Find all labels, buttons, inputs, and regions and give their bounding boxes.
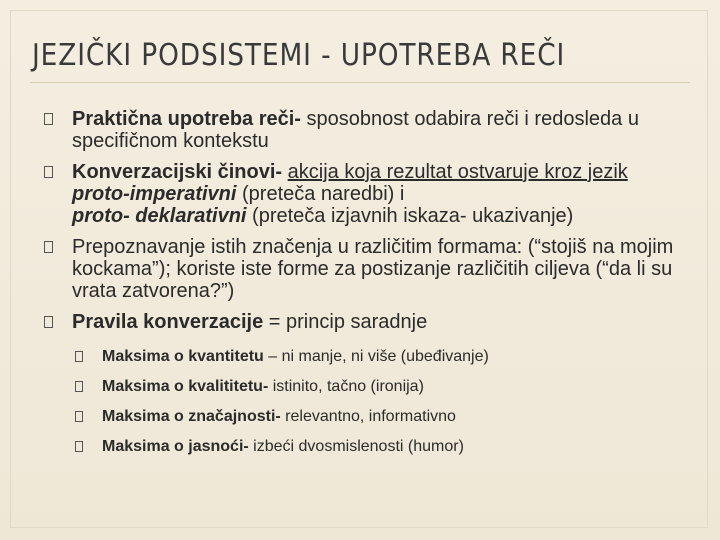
bullet-line <box>72 205 692 227</box>
bullet-text: Prepoznavanje istih značenja u različitim formama: (“stojiš na mojim kockama”); koriste iste forme za postizanje različitih ciljeva (“da li su vrata zatvorena?”) <box>72 236 674 302</box>
bullet-box-icon <box>44 316 53 328</box>
maxim-text: izbeći dvosmislenosti (humor) <box>248 438 464 455</box>
bullet-text: = princip saradnje <box>263 311 428 333</box>
term-proto-imperative: proto-imperativni <box>72 183 237 205</box>
bullet-box-icon <box>75 411 83 422</box>
bullet-box-icon <box>75 441 83 452</box>
bullet-text: sposobnost odabira reči i redosleda u specifičnom kontekstu <box>72 108 639 152</box>
bullet-box-icon <box>44 113 53 125</box>
sub-bullet-item <box>72 407 692 427</box>
maxim-text: relevantno, informativno <box>280 408 456 425</box>
bullet-term: Pravila konverzacije <box>72 311 264 333</box>
bullet-definition: akcija koja rezultat ostvaruje kroz jezik <box>287 161 628 183</box>
maxim-text: – ni manje, ni više (ubeđivanje) <box>263 348 489 365</box>
maxim-text: istinito, tačno (ironija) <box>268 378 424 395</box>
sub-bullet-item <box>72 437 692 457</box>
term-proto-declarative: proto- deklarativni <box>72 205 247 227</box>
bullet-item <box>32 311 692 333</box>
sub-bullet-item <box>72 377 692 397</box>
maxim-name: Maksima o jasnoći- <box>102 438 249 455</box>
bullet-line <box>72 183 692 205</box>
maxim-name: Maksima o kvantitetu <box>102 348 264 365</box>
bullet-item <box>32 108 692 152</box>
bullet-term: Praktična upotreba reči- <box>72 108 301 130</box>
bullet-text: (preteča naredbi) i <box>236 183 405 205</box>
bullet-list <box>32 108 692 467</box>
sub-bullet-item <box>72 347 692 367</box>
bullet-item <box>32 161 692 227</box>
maxim-name: Maksima o kvalititetu- <box>102 378 269 395</box>
bullet-term: Konverzacijski činovi- <box>72 161 283 183</box>
maxim-name: Maksima o značajnosti- <box>102 408 281 425</box>
bullet-box-icon <box>75 351 83 362</box>
title-divider <box>30 82 690 83</box>
bullet-box-icon <box>44 241 53 253</box>
bullet-box-icon <box>44 166 53 178</box>
bullet-text: (preteča izjavnih iskaza- ukazivanje) <box>246 205 574 227</box>
bullet-item <box>32 236 692 302</box>
bullet-box-icon <box>75 381 83 392</box>
slide-title: JEZIČKI PODSISTEMI - UPOTREBA REČI <box>32 38 566 73</box>
